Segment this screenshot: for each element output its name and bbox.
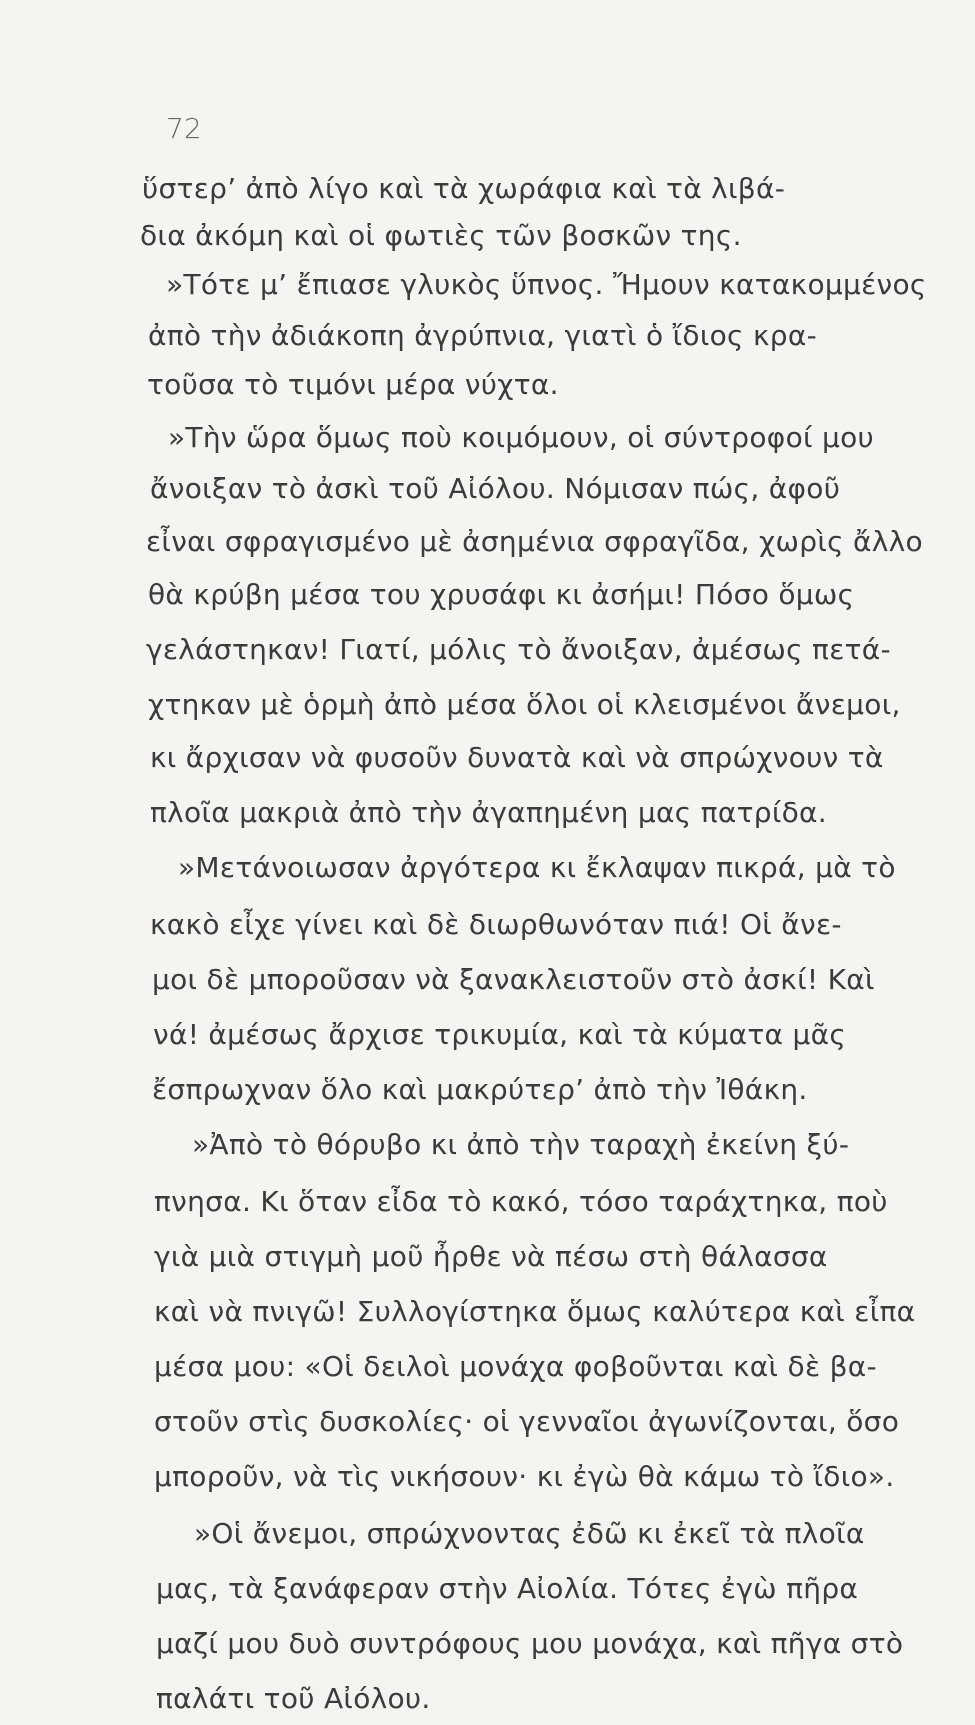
text-line: νά! ἀμέσως ἄρχισε τρικυμία, καὶ τὰ κύματα μᾶς (153, 1018, 847, 1051)
text-line: θὰ κρύβη μέσα του χρυσάφι κι ἀσήμι! Πόσο ὅμως (148, 578, 855, 611)
text-line: μέσα μου: «Οἱ δειλοὶ μονάχα φοβοῦνται καὶ δὲ βα- (154, 1350, 877, 1383)
text-line: »Μετάνοιωσαν ἀργότερα κι ἔκλαψαν πικρά, μὰ τὸ (178, 851, 896, 884)
text-line: μαζί μου δυὸ συντρόφους μου μονάχα, καὶ πῆγα στὸ (156, 1627, 904, 1660)
text-line: στοῦν στὶς δυσκολίες· οἱ γενναῖοι ἀγωνίζονται, ὅσο (154, 1405, 900, 1438)
text-line: ἔσπρωχναν ὅλο καὶ μακρύτερ’ ἀπὸ τὴν Ἰθάκη. (152, 1073, 808, 1106)
text-line: γιὰ μιὰ στιγμὴ μοῦ ἦρθε νὰ πέσω στὴ θάλασσα (154, 1240, 828, 1273)
text-line: ὕστερ’ ἀπὸ λίγο καὶ τὰ χωράφια καὶ τὰ λιβά- (142, 172, 786, 205)
page-number: 72 (166, 112, 202, 145)
text-line: κακὸ εἶχε γίνει καὶ δὲ διωρθωνόταν πιά! Οἱ ἄνε- (150, 908, 842, 941)
text-line: μποροῦν, νὰ τὶς νικήσουν· κι ἐγὼ θὰ κάμω τὸ ἴδιο». (154, 1460, 895, 1493)
text-line: πλοῖα μακριὰ ἀπὸ τὴν ἀγαπημένη μας πατρίδα. (150, 796, 827, 829)
text-line: ἀπὸ τὴν ἀδιάκοπη ἀγρύπνια, γιατὶ ὁ ἴδιος κρα- (148, 319, 818, 352)
text-line: »Οἱ ἄνεμοι, σπρώχνοντας ἐδῶ κι ἐκεῖ τὰ πλοῖα (194, 1517, 865, 1550)
text-line: παλάτι τοῦ Αἰόλου. (156, 1682, 431, 1715)
text-line: καὶ νὰ πνιγῶ! Συλλογίστηκα ὅμως καλύτερα καὶ εἶπα (154, 1295, 916, 1328)
text-line: ἄνοιξαν τὸ ἀσκὶ τοῦ Αἰόλου. Νόμισαν πώς, ἀφοῦ (150, 472, 841, 505)
body-text (138, 160, 938, 1715)
text-line: χτηκαν μὲ ὁρμὴ ἀπὸ μέσα ὅλοι οἱ κλεισμένοι ἄνεμοι, (148, 688, 901, 721)
text-line: »Ἀπὸ τὸ θόρυβο κι ἀπὸ τὴν ταραχὴ ἐκείνη ξύ- (192, 1128, 850, 1161)
text-line: μοι δὲ μποροῦσαν νὰ ξανακλειστοῦν στὸ ἀσκί! Καὶ (152, 963, 875, 996)
text-line: εἶναι σφραγισμένο μὲ ἀσημένια σφραγῖδα, χωρὶς ἄλλο (146, 525, 923, 558)
text-line: »Τὴν ὥρα ὅμως ποὺ κοιμόμουν, οἱ σύντροφοί μου (168, 421, 875, 454)
text-line: γελάστηκαν! Γιατί, μόλις τὸ ἄνοιξαν, ἀμέσως πετά- (146, 633, 891, 666)
text-line: κι ἄρχισαν νὰ φυσοῦν δυνατὰ καὶ νὰ σπρώχνουν τὰ (150, 741, 884, 774)
text-line: πνησα. Κι ὅταν εἶδα τὸ κακό, τόσο ταράχτηκα, ποὺ (154, 1185, 888, 1218)
text-line: δια ἀκόμη καὶ οἱ φωτιὲς τῶν βοσκῶν της. (140, 219, 742, 252)
text-line: τοῦσα τὸ τιμόνι μέρα νύχτα. (147, 368, 559, 401)
text-line: »Τότε μ’ ἔπιασε γλυκὸς ὕπνος. Ἤμουν κατακομμένος (166, 268, 927, 301)
text-line: μας, τὰ ξανάφεραν στὴν Αἰολία. Τότες ἐγὼ πῆρα (156, 1572, 859, 1605)
